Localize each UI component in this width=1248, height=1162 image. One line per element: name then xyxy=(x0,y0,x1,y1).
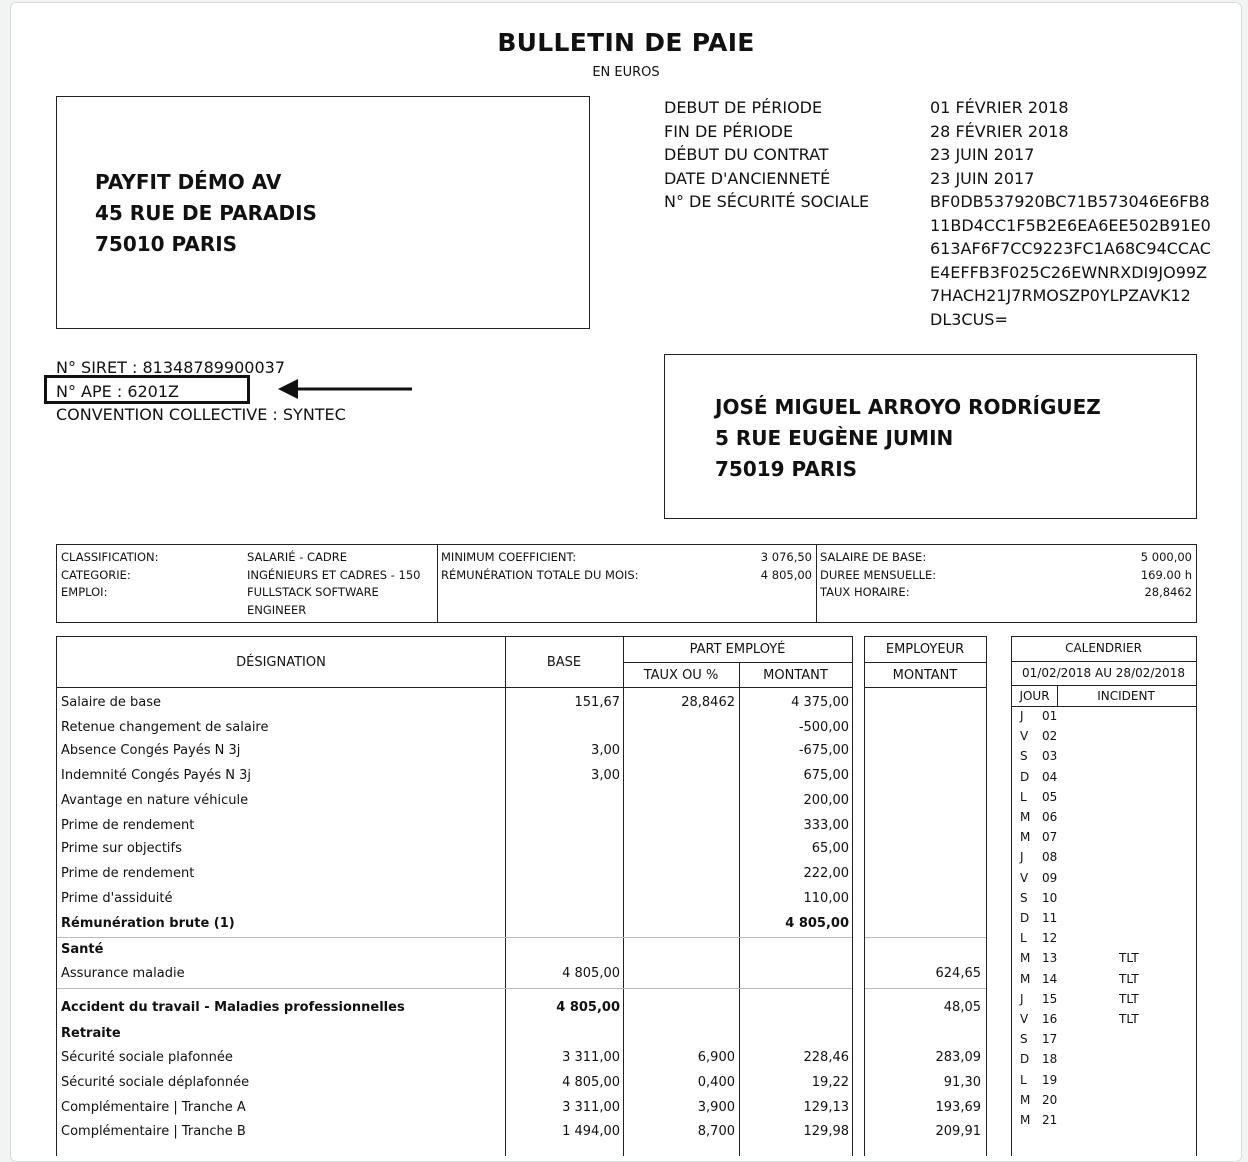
row-employer-montant: 283,09 xyxy=(935,1050,981,1065)
calendar-day-number: 18 xyxy=(1042,1052,1058,1067)
column-header-base: BASE xyxy=(546,655,582,670)
employer-row xyxy=(865,996,986,1020)
row-montant: 110,00 xyxy=(803,891,849,906)
calendar-weekday: S xyxy=(1020,890,1028,905)
period-value: 01 FÉVRIER 2018 xyxy=(930,98,1069,117)
social-security-number-cont: 7HACH21J7RMOSZP0YLPZAVK12 xyxy=(930,286,1191,305)
row-designation: Prime de rendement xyxy=(61,818,195,833)
row-base: 4 805,00 xyxy=(556,1000,620,1015)
calendar-weekday: D xyxy=(1020,911,1030,925)
employer-row xyxy=(865,862,986,886)
social-security-number-cont: DL3CUS= xyxy=(930,309,1008,329)
calendar-weekday: M xyxy=(1020,1092,1031,1107)
summary-value: 28,8462 xyxy=(1144,585,1192,599)
payslip-table xyxy=(56,636,853,1156)
row-montant: 228,46 xyxy=(803,1050,849,1065)
row-designation: Retenue changement de salaire xyxy=(61,720,269,735)
row-base: 3 311,00 xyxy=(562,1100,620,1115)
employer-address-box xyxy=(56,96,590,329)
row-designation: Rémunération brute (1) xyxy=(61,916,235,931)
table-row xyxy=(57,962,852,986)
row-designation: Sécurité sociale déplafonnée xyxy=(61,1075,250,1090)
calendar-day-number: 03 xyxy=(1042,749,1058,764)
employer-row xyxy=(865,814,986,838)
table-row xyxy=(57,938,852,962)
period-label: DÉBUT DU CONTRAT xyxy=(664,145,829,164)
summary-label: CATEGORIE: xyxy=(61,567,131,582)
calendar-day-number: 12 xyxy=(1042,931,1058,946)
summary-label: RÉMUNÉRATION TOTALE DU MOIS: xyxy=(441,567,639,582)
column-header-employeur: EMPLOYEUR xyxy=(885,642,965,657)
summary-remuneration xyxy=(437,545,815,622)
employer-body xyxy=(865,690,986,1160)
row-designation: Salaire de base xyxy=(61,695,161,710)
row-montant: 222,00 xyxy=(803,866,849,881)
row-designation: Indemnité Congés Payés N 3j xyxy=(61,768,252,783)
period-label: FIN DE PÉRIODE xyxy=(664,121,794,141)
summary-value: 169.00 h xyxy=(1140,567,1192,582)
period-values xyxy=(930,96,1211,331)
employee-street: 5 RUE EUGÈNE JUMIN xyxy=(715,426,954,450)
table-row xyxy=(57,996,852,1020)
employer-row xyxy=(865,716,986,740)
calendar-day-header: JOUR xyxy=(1019,689,1050,703)
row-montant: -675,00 xyxy=(798,743,849,758)
calendar-weekday: L xyxy=(1020,931,1027,946)
calendar-day-number: 11 xyxy=(1042,911,1058,925)
calendar-weekday: S xyxy=(1020,749,1028,764)
ape-highlight-box xyxy=(44,375,250,404)
table-row xyxy=(57,716,852,740)
row-employer-montant: 91,30 xyxy=(943,1075,981,1090)
social-security-number: BF0DB537920BC71B573046E6FB8 xyxy=(930,192,1210,211)
social-security-number-cont: 11BD4CC1F5B2E6EA6EE502B91E0 xyxy=(930,215,1211,235)
calendar-weekday: J xyxy=(1020,850,1024,865)
row-base: 3,00 xyxy=(591,743,620,758)
period-label: DEBUT DE PÉRIODE xyxy=(664,98,823,117)
employer-city: 75010 PARIS xyxy=(95,232,238,256)
calendar-day-number: 17 xyxy=(1042,1032,1058,1047)
calendar-weekday: J xyxy=(1020,709,1024,723)
summary-label: DUREE MENSUELLE: xyxy=(820,567,937,582)
calendar-incident: TLT xyxy=(1119,951,1139,966)
arrow-left-icon xyxy=(276,376,416,402)
table-row xyxy=(57,1096,852,1120)
row-taux: 3,900 xyxy=(697,1100,735,1115)
row-employer-montant: 48,05 xyxy=(943,1000,981,1015)
employer-row xyxy=(865,789,986,813)
row-designation: Complémentaire | Tranche B xyxy=(61,1124,246,1139)
calendar-day-number: 05 xyxy=(1042,789,1058,804)
table-row xyxy=(57,1071,852,1095)
summary-label: SALAIRE DE BASE: xyxy=(820,550,927,564)
calendar-weekday: V xyxy=(1020,870,1029,885)
period-value: 23 JUIN 2017 xyxy=(930,145,1035,164)
period-label: N° DE SÉCURITÉ SOCIALE xyxy=(664,192,870,211)
row-montant: 129,98 xyxy=(803,1124,849,1139)
summary-salary xyxy=(816,545,1196,622)
ape-number: N° APE : 6201Z xyxy=(56,381,179,401)
table-row xyxy=(57,1046,852,1070)
row-designation: Complémentaire | Tranche A xyxy=(61,1100,246,1115)
row-taux: 0,400 xyxy=(697,1075,735,1090)
row-designation: Avantage en nature véhicule xyxy=(61,793,249,808)
employer-row xyxy=(865,1071,986,1095)
summary-value: ENGINEER xyxy=(247,602,307,617)
row-montant: 200,00 xyxy=(803,793,849,808)
row-designation: Prime d'assiduité xyxy=(61,891,173,906)
calendar-day-number: 13 xyxy=(1042,951,1058,966)
social-security-number-cont: E4EFFB3F025C26EWNRXDI9JO99Z xyxy=(930,262,1208,282)
table-row xyxy=(57,862,852,886)
row-base: 3 311,00 xyxy=(562,1050,620,1065)
employer-row xyxy=(865,764,986,788)
summary-classification xyxy=(57,545,437,622)
document-subtitle: EN EUROS xyxy=(592,65,660,80)
row-montant: 19,22 xyxy=(811,1075,849,1090)
calendar-weekday: M xyxy=(1020,810,1031,824)
table-body xyxy=(57,690,852,1160)
calendar-weekday: M xyxy=(1020,951,1031,966)
row-designation: Retraite xyxy=(61,1026,121,1041)
summary-label: CLASSIFICATION: xyxy=(61,550,159,564)
calendar-day-number: 09 xyxy=(1042,870,1058,885)
calendar-weekday: L xyxy=(1020,1072,1027,1087)
employer-row xyxy=(865,1120,986,1144)
row-employer-montant: 209,91 xyxy=(935,1124,981,1139)
calendar-weekday: V xyxy=(1020,1012,1029,1026)
calendar-incident: TLT xyxy=(1119,991,1139,1006)
row-taux: 8,700 xyxy=(697,1124,735,1139)
employer-row xyxy=(865,1022,986,1046)
calendar-body xyxy=(1012,709,1196,1149)
summary-value: 4 805,00 xyxy=(760,567,812,582)
calendar-day-number: 08 xyxy=(1042,850,1058,865)
employee-address-box xyxy=(664,354,1197,519)
employer-row xyxy=(865,691,986,715)
summary-value: 5 000,00 xyxy=(1140,550,1192,564)
column-header-taux: TAUX OU % xyxy=(643,668,719,683)
summary-label: MINIMUM COEFFICIENT: xyxy=(441,550,577,564)
calendar-weekday: D xyxy=(1020,769,1030,784)
row-taux: 28,8462 xyxy=(681,695,735,710)
employer-row xyxy=(865,912,986,936)
row-employer-montant: 624,65 xyxy=(935,966,981,981)
calendar xyxy=(1011,636,1197,1156)
row-designation: Prime sur objectifs xyxy=(61,841,182,856)
employer-street: 45 RUE DE PARADIS xyxy=(95,201,317,225)
table-row xyxy=(57,837,852,861)
employee-city: 75019 PARIS xyxy=(715,457,858,481)
summary-label: TAUX HORAIRE: xyxy=(820,585,910,599)
employer-row xyxy=(865,962,986,986)
row-designation: Assurance maladie xyxy=(61,966,185,981)
calendar-weekday: J xyxy=(1020,991,1024,1006)
table-row xyxy=(57,814,852,838)
employer-row xyxy=(865,739,986,763)
row-designation: Absence Congés Payés N 3j xyxy=(61,743,241,758)
row-montant: 4 805,00 xyxy=(785,916,849,931)
period-label: DATE D'ANCIENNETÉ xyxy=(664,168,831,188)
table-row xyxy=(57,789,852,813)
row-montant: 333,00 xyxy=(803,818,849,833)
table-row xyxy=(57,691,852,715)
row-base: 3,00 xyxy=(591,768,620,783)
calendar-day-number: 19 xyxy=(1042,1072,1058,1087)
calendar-weekday: V xyxy=(1020,729,1029,744)
row-montant: 65,00 xyxy=(811,841,849,856)
calendar-day-number: 10 xyxy=(1042,890,1058,905)
column-header-part-employe: PART EMPLOYÉ xyxy=(689,642,786,657)
collective-agreement: CONVENTION COLLECTIVE : SYNTEC xyxy=(56,405,346,424)
row-base: 4 805,00 xyxy=(562,966,620,981)
table-row xyxy=(57,1022,852,1046)
summary-label: EMPLOI: xyxy=(61,585,108,599)
employer-row xyxy=(865,1046,986,1070)
row-taux: 6,900 xyxy=(697,1050,735,1065)
employer-row xyxy=(865,1096,986,1120)
calendar-weekday: M xyxy=(1020,1113,1031,1127)
calendar-incident-header: INCIDENT xyxy=(1097,689,1155,703)
calendar-weekday: D xyxy=(1020,1052,1030,1067)
employer-column xyxy=(864,636,987,1156)
row-designation: Santé xyxy=(61,942,104,957)
row-base: 1 494,00 xyxy=(562,1124,620,1139)
employment-summary xyxy=(56,544,1197,623)
calendar-incident: TLT xyxy=(1119,971,1139,986)
column-header-designation: DÉSIGNATION xyxy=(236,655,326,670)
calendar-title: CALENDRIER xyxy=(1065,641,1142,655)
table-row xyxy=(57,912,852,936)
summary-value: INGÉNIEURS ET CADRES - 150 xyxy=(247,567,421,582)
employer-row xyxy=(865,887,986,911)
row-designation: Prime de rendement xyxy=(61,866,195,881)
calendar-day-number: 20 xyxy=(1042,1092,1058,1107)
calendar-weekday: S xyxy=(1020,1032,1028,1047)
row-base: 4 805,00 xyxy=(562,1075,620,1090)
period-value: 28 FÉVRIER 2018 xyxy=(930,121,1069,141)
summary-value: 3 076,50 xyxy=(760,550,812,564)
summary-value: FULLSTACK SOFTWARE xyxy=(247,585,379,599)
employer-name: PAYFIT DÉMO AV xyxy=(95,170,282,194)
calendar-day-number: 21 xyxy=(1042,1113,1058,1127)
table-row xyxy=(57,764,852,788)
row-designation: Sécurité sociale plafonnée xyxy=(61,1050,233,1065)
row-montant: 129,13 xyxy=(803,1100,849,1115)
calendar-day-number: 16 xyxy=(1042,1012,1058,1026)
calendar-weekday: M xyxy=(1020,971,1031,986)
calendar-range: 01/02/2018 AU 28/02/2018 xyxy=(1022,666,1185,680)
calendar-incident: TLT xyxy=(1119,1012,1139,1026)
calendar-day-number: 06 xyxy=(1042,810,1058,824)
employer-row xyxy=(865,837,986,861)
table-row xyxy=(57,887,852,911)
calendar-weekday: L xyxy=(1020,789,1027,804)
column-header-montant: MONTANT xyxy=(763,668,828,683)
calendar-day-number: 04 xyxy=(1042,769,1058,784)
employer-row xyxy=(865,938,986,962)
employee-name: JOSÉ MIGUEL ARROYO RODRÍGUEZ xyxy=(715,395,1101,419)
document-title: BULLETIN DE PAIE xyxy=(497,28,755,57)
row-employer-montant: 193,69 xyxy=(935,1100,981,1115)
calendar-day-number: 07 xyxy=(1042,830,1058,845)
calendar-day-number: 02 xyxy=(1042,729,1058,744)
period-labels xyxy=(664,96,869,214)
siret-number: N° SIRET : 81348789900037 xyxy=(56,358,286,377)
row-base: 151,67 xyxy=(574,695,620,710)
table-row xyxy=(57,739,852,763)
row-montant: -500,00 xyxy=(798,720,849,735)
calendar-day-number: 15 xyxy=(1042,991,1058,1006)
summary-value: SALARIÉ - CADRE xyxy=(247,550,348,564)
social-security-number-cont: 613AF6F7CC9223FC1A68C94CCAC xyxy=(930,239,1211,258)
row-montant: 675,00 xyxy=(803,768,849,783)
calendar-day-number: 14 xyxy=(1042,971,1058,986)
row-montant: 4 375,00 xyxy=(791,695,849,710)
calendar-weekday: M xyxy=(1020,830,1031,845)
column-header-montant-employeur: MONTANT xyxy=(892,668,958,683)
calendar-day-number: 01 xyxy=(1042,709,1058,723)
period-value: 23 JUIN 2017 xyxy=(930,168,1035,188)
row-designation: Accident du travail - Maladies professionnelles xyxy=(61,1000,405,1015)
table-row xyxy=(57,1120,852,1144)
